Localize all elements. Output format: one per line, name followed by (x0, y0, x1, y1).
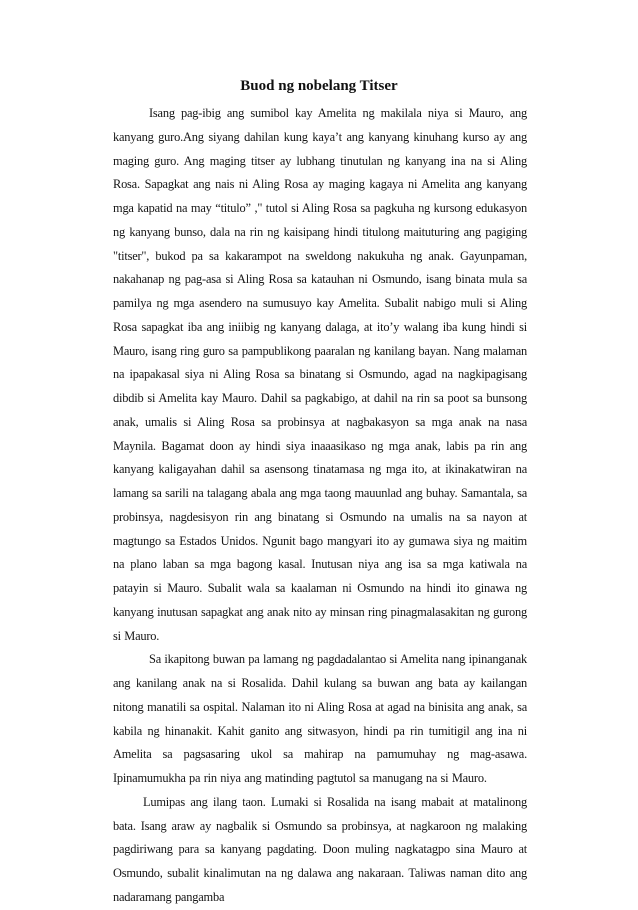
paragraph-1: Isang pag-ibig ang sumibol kay Amelita ng makilala niya si Mauro, ang kanyang guro.Ang siyang dahilan kung kaya’t ang kanyang kinuhang kurso ay ang maging guro. Ang maging titser ay lubhang tinutulan ng kanyang ina na si Aling Rosa. Sapagkat ang nais ni Aling Rosa ay maging kagaya ni Amelita ang kanyang mga kapatid na may “titulo” ," tutol si Aling Rosa sa pagkuha ng kursong edukasyon ng kanyang bunso, dala na rin ng kaisipang hindi titulong maituturing ang pagiging "titser", bukod pa sa kakarampot na sweldong nakukuha ng anak. Gayunpaman, nakahanap ng pag-asa si Aling Rosa sa katauhan ni Osmundo, isang binata mula sa pamilya ng mga asendero na sumusuyo kay Amelita. Subalit nabigo muli si Aling Rosa sapagkat iba ang iniibig ng kanyang dalaga, at ito’y walang iba kung hindi si Mauro, isang ring guro sa pampublikong paaralan ng kanilang bayan. Nang malaman na ipapakasal siya ni Aling Rosa sa binatang si Osmundo, agad na nagkipagisang dibdib si Amelita kay Mauro. Dahil sa pagkabigo, at dahil na rin sa poot sa bunsong anak, umalis si Aling Rosa sa probinsya at nagbakasyon sa mga anak na nasa Maynila. Bagamat doon ay hindi siya inaaasikaso ng mga anak, labis pa rin ang kanyang kaligayahan dahil sa asensong tinatamasa ng mga ito, at ikinakatwiran na lamang sa sarili na talagang abala ang mga taong mauunlad ang buhay. Samantala, sa probinsya, nagdesisyon rin ang binatang si Osmundo na umalis na sa nayon at magtungo sa Estados Unidos. Ngunit bago mangyari ito ay gumawa siya ng maitim na plano laban sa mga bagong kasal. Inutusan niya ang isa sa mga katiwala na patayin si Mauro. Subalit wala sa kaalaman ni Osmundo na hindi ito ginawa ng kanyang inutusan sapagkat ang anak nito ay minsan ring pinagmalasakitan ng gurong si Mauro. (113, 106, 527, 643)
paragraph-2: Sa ikapitong buwan pa lamang ng pagdadalantao si Amelita nang ipinanganak ang kanilang anak na si Rosalida. Dahil kulang sa buwan ang bata ay kailangan nitong manatili sa ospital. Nalaman ito ni Aling Rosa at agad na binisita ang anak, sa kabila ng hinanakit. Kahit ganito ang sitwasyon, hindi pa rin tumitigil ang ina ni Amelita sa pagsasaring ukol sa mahirap na pamumuhay ng mag-asawa. Ipinamumukha pa rin niya ang matinding pagtutol sa manugang na si Mauro. (113, 652, 527, 785)
paragraph-3: Lumipas ang ilang taon. Lumaki si Rosalida na isang mabait at matalinong bata. Isang araw ay nagbalik si Osmundo sa probinsya, at nagkaroon ng malaking pagdiriwang para sa kanyang pagdating. Doon muling nagkatagpo sina Mauro at Osmundo, subalit kinalimutan na ng dalawa ang nakaraan. Taliwas naman dito ang nadaramang pangamba (113, 794, 527, 904)
document-body (113, 102, 527, 910)
document-title: Buod ng nobelang Titser (240, 78, 398, 94)
